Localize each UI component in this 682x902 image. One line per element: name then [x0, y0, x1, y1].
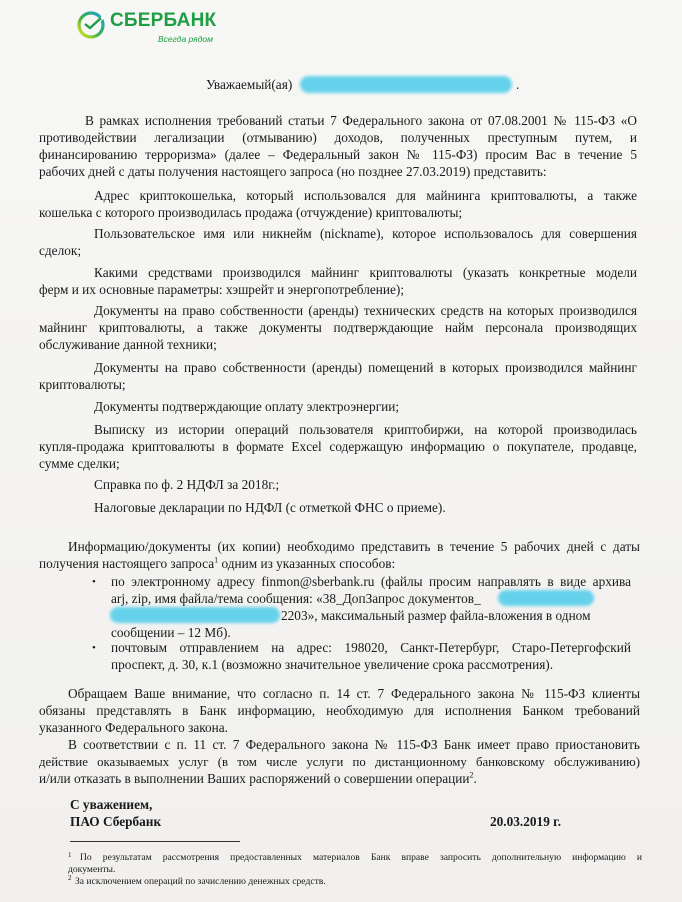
intro-line: противодействии легализации (отмыванию) доходов, полученных преступным путем, и: [39, 130, 637, 145]
request-item: Пользовательское имя или никнейм (nickname), которое использовалось для совершения: [94, 226, 637, 241]
redacted-name: [300, 76, 512, 93]
email-option-line: по электронному адресу finmon@sberbank.ru (файлы просим направлять в виде архива: [111, 574, 631, 589]
greeting-prefix: Уважаемый(ая): [206, 77, 293, 92]
footnote-number: 2: [68, 874, 72, 882]
request-item: обслуживание данной техники;: [39, 337, 217, 352]
bank-logo: [76, 8, 226, 46]
bullet-icon: •: [92, 576, 96, 588]
redacted-client-id: [110, 607, 280, 623]
sberbank-logo-icon: [76, 10, 106, 40]
footnote-number: 1: [68, 851, 72, 859]
notice-line: Обращаем Ваше внимание, что согласно п. 14 ст. 7 Федерального закона № 115-ФЗ клиенты: [68, 686, 640, 701]
intro-line: рабочих дней с даты получения настоящего запроса (но позднее 27.03.2019) представить:: [39, 164, 547, 179]
intro-line: финансированию терроризма» (далее – Федеральный закон № 115-ФЗ) просим Вас в течение 5: [39, 147, 637, 162]
footnote-2: За исключением операций по зачислению денежных средств.: [75, 876, 326, 887]
request-item: криптовалюты;: [39, 377, 126, 392]
request-item: майнинг криптовалюты, а также документы подтверждающие найм персонала производящих: [39, 320, 637, 335]
request-item: сделок;: [39, 243, 82, 258]
notice-line: обязаны представлять в Банк информацию, необходимую для исполнения Банком требований: [39, 703, 640, 718]
signatory-org: ПАО Сбербанк: [70, 814, 162, 829]
request-item: ферм и их основные параметры: хэшрейт и энергопотребление);: [39, 282, 405, 297]
suspension-line: и/или отказать в выполнении Ваших распоряжений о совершении операции$^2$.: [39, 770, 477, 786]
request-item: Документы подтверждающие оплату электроэнергии;: [94, 399, 400, 414]
intro-line: В рамках исполнения требований статьи 7 Федерального закона от 07.08.2001 № 115-ФЗ «О: [85, 113, 637, 128]
request-item: кошелька с которого производилась продажа (отчуждение) криптовалюты;: [39, 205, 463, 220]
document-date: 20.03.2019 г.: [490, 814, 562, 829]
request-item: Справка по ф. 2 НДФЛ за 2018г.;: [94, 477, 280, 492]
suspension-line: В соответствии с п. 11 ст. 7 Федерального закона № 115-ФЗ Банк имеет право приостановить: [68, 737, 640, 752]
suspension-line: действие оказываемых услуг (в том числе услуги по дистанционному банковскому обслуживанию): [39, 755, 640, 769]
request-item: сумме сделки;: [39, 456, 120, 471]
bank-tagline: Всегда рядом: [158, 34, 213, 44]
post-option-line: проспект, д. 30, к.1 (возможно значительное увеличение срока рассмотрения).: [111, 657, 554, 672]
closing: С уважением,: [70, 797, 153, 812]
email-option-line: сообщении – 12 Мб).: [111, 625, 231, 640]
submission-line: получения настоящего запроса$^1$ одним из указанных способов:: [39, 555, 396, 571]
email-option-line: 2203», максимальный размер файла-вложения в одном: [281, 608, 591, 623]
bank-name: СБЕРБАНК: [110, 10, 217, 31]
request-item: Документы на право собственности (аренды) помещений в которых производился майнинг: [94, 360, 637, 375]
footnote-1: По результатам рассмотрения предоставленных материалов Банк вправе запросить дополнительную информацию и: [80, 852, 642, 863]
request-item: Выписку из истории операций пользователя криптобиржи, на которой производилась: [94, 422, 637, 437]
request-item: Адрес криптокошелька, который использовался для майнинга криптовалюты, а также: [94, 188, 637, 203]
notice-line: указанного Федерального закона.: [39, 720, 228, 735]
request-item: Налоговые декларации по НДФЛ (с отметкой ФНС о приеме).: [94, 500, 446, 515]
footnote-divider: [70, 841, 240, 842]
greeting-suffix: .: [516, 77, 520, 92]
redacted-client-id: [498, 590, 594, 606]
bullet-icon: •: [92, 642, 96, 654]
request-item: Какими средствами производился майнинг криптовалюты (указать конкретные модели: [94, 265, 637, 280]
submission-line: Информацию/документы (их копии) необходимо представить в течение 5 рабочих дней с даты: [68, 539, 640, 554]
request-item: Документы на право собственности (аренды) технических средств на которых производился: [94, 303, 637, 318]
request-item: купля-продажа криптовалюты в формате Excel содержащую информацию о покупателе, продавце,: [39, 439, 637, 454]
post-option-line: почтовым отправлением на адрес: 198020, Санкт-Петербург, Старо-Петергофский: [111, 640, 631, 655]
email-option-line: arj, zip, имя файла/тема сообщения: «38_ДопЗапрос документов_: [111, 591, 481, 606]
footnote-1: документы.: [68, 864, 116, 875]
